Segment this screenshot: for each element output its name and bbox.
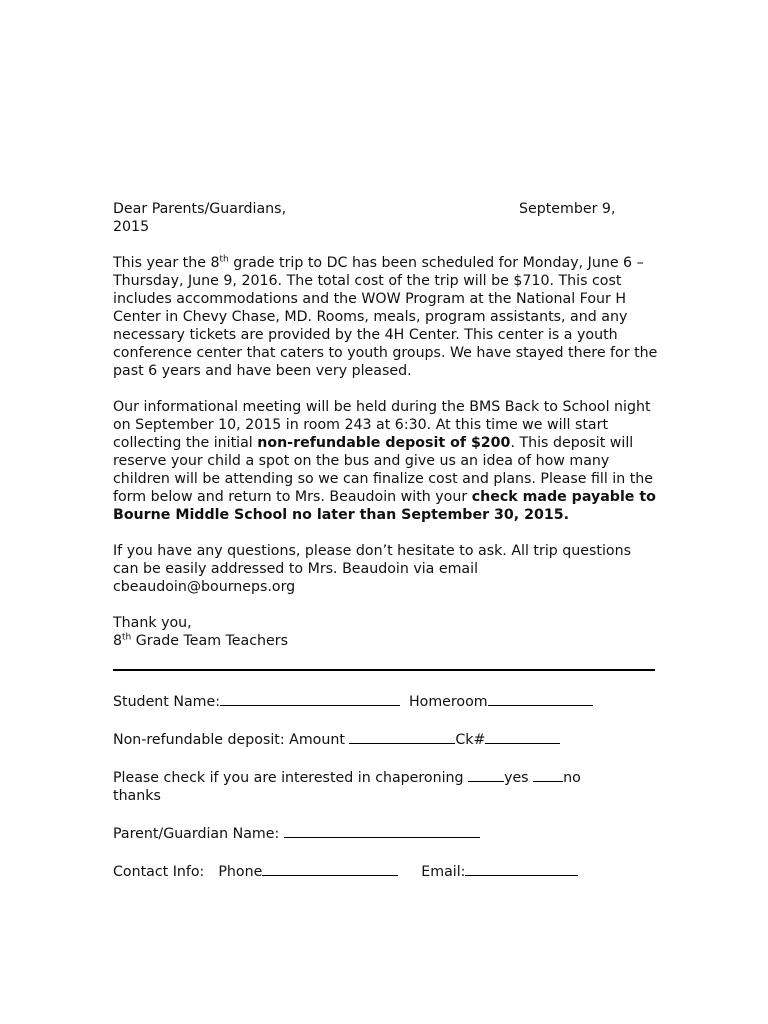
student-name-label: Student Name: (113, 694, 220, 710)
signature (113, 632, 658, 650)
email-field[interactable] (465, 861, 578, 876)
contact-info-label: Contact Info: (113, 864, 205, 880)
chaperone-row (113, 767, 658, 805)
thanks-label: thanks (113, 788, 161, 804)
deposit-amount-label: Non-refundable deposit: Amount (113, 732, 350, 748)
deadline-emphasis: check made payable to Bourne Middle School no later than September 30, 2015. (113, 489, 656, 523)
letter-page (113, 200, 658, 881)
superscript: th (122, 632, 132, 643)
deposit-amount-field[interactable] (349, 729, 455, 744)
paragraph-text: Our informational meeting will be held during the BMS Back to School night on September 10, 2015 in room 243 at 6:30. At this time we will start collecting the initial (113, 399, 651, 451)
closing: Thank you, (113, 615, 192, 631)
email-label: Email: (421, 864, 466, 880)
paragraph-trip-details (113, 254, 658, 380)
paragraph-meeting (113, 398, 658, 524)
parent-row (113, 823, 658, 843)
signature-text: Grade Team Teachers (131, 633, 288, 649)
paragraph-text: This year the 8 (113, 255, 220, 271)
no-label: no (563, 770, 581, 786)
deposit-row (113, 729, 658, 749)
phone-label: Phone (218, 864, 263, 880)
deposit-emphasis: non-refundable deposit of $200 (257, 435, 511, 451)
paragraph-text: . This deposit will reserve your child a spot on the bus and give us an idea of how many children will be attending so we can finalize cost and plans. Please fill in the form below and return to Mrs. Beaudoin with your (113, 435, 654, 505)
chaperone-label: Please check if you are interested in chaperoning (113, 770, 469, 786)
paragraph-questions: If you have any questions, please don’t hesitate to ask. All trip questions can be easily addressed to Mrs. Beaudoin via email cbeaudoin@bourneps.org (113, 543, 631, 595)
parent-name-field[interactable] (284, 823, 480, 838)
greeting-block (113, 200, 658, 236)
superscript: th (219, 254, 229, 265)
reply-form (113, 691, 658, 881)
paragraph-text: grade trip to DC has been scheduled for Monday, June 6 – Thursday, June 9, 2016. The total cost of the trip will be $710. This cost includes accommodations and the WOW Program at the National Four H Center in Chevy Chase, MD. Rooms, meals, program assistants, and any necessary tickets are provided by the 4H Center. This center is a youth conference center that caters to youth groups. We have stayed there for the past 6 years and have been very pleased. (113, 255, 658, 379)
contact-row (113, 861, 658, 881)
check-number-field[interactable] (485, 729, 560, 744)
chaperone-yes-field[interactable] (468, 767, 504, 782)
check-number-label: Ck# (455, 732, 486, 748)
parent-name-label: Parent/Guardian Name: (113, 826, 284, 842)
student-row (113, 691, 658, 711)
student-name-field[interactable] (220, 691, 400, 706)
form-divider (113, 669, 655, 671)
signature-text: 8 (113, 633, 123, 649)
letter-date: September 9, (519, 201, 616, 217)
homeroom-field[interactable] (488, 691, 593, 706)
salutation: Dear Parents/Guardians, (113, 201, 287, 217)
yes-label: yes (504, 770, 534, 786)
homeroom-label: Homeroom (409, 694, 488, 710)
phone-field[interactable] (262, 861, 398, 876)
chaperone-no-field[interactable] (533, 767, 563, 782)
letter-date-year: 2015 (113, 219, 150, 235)
